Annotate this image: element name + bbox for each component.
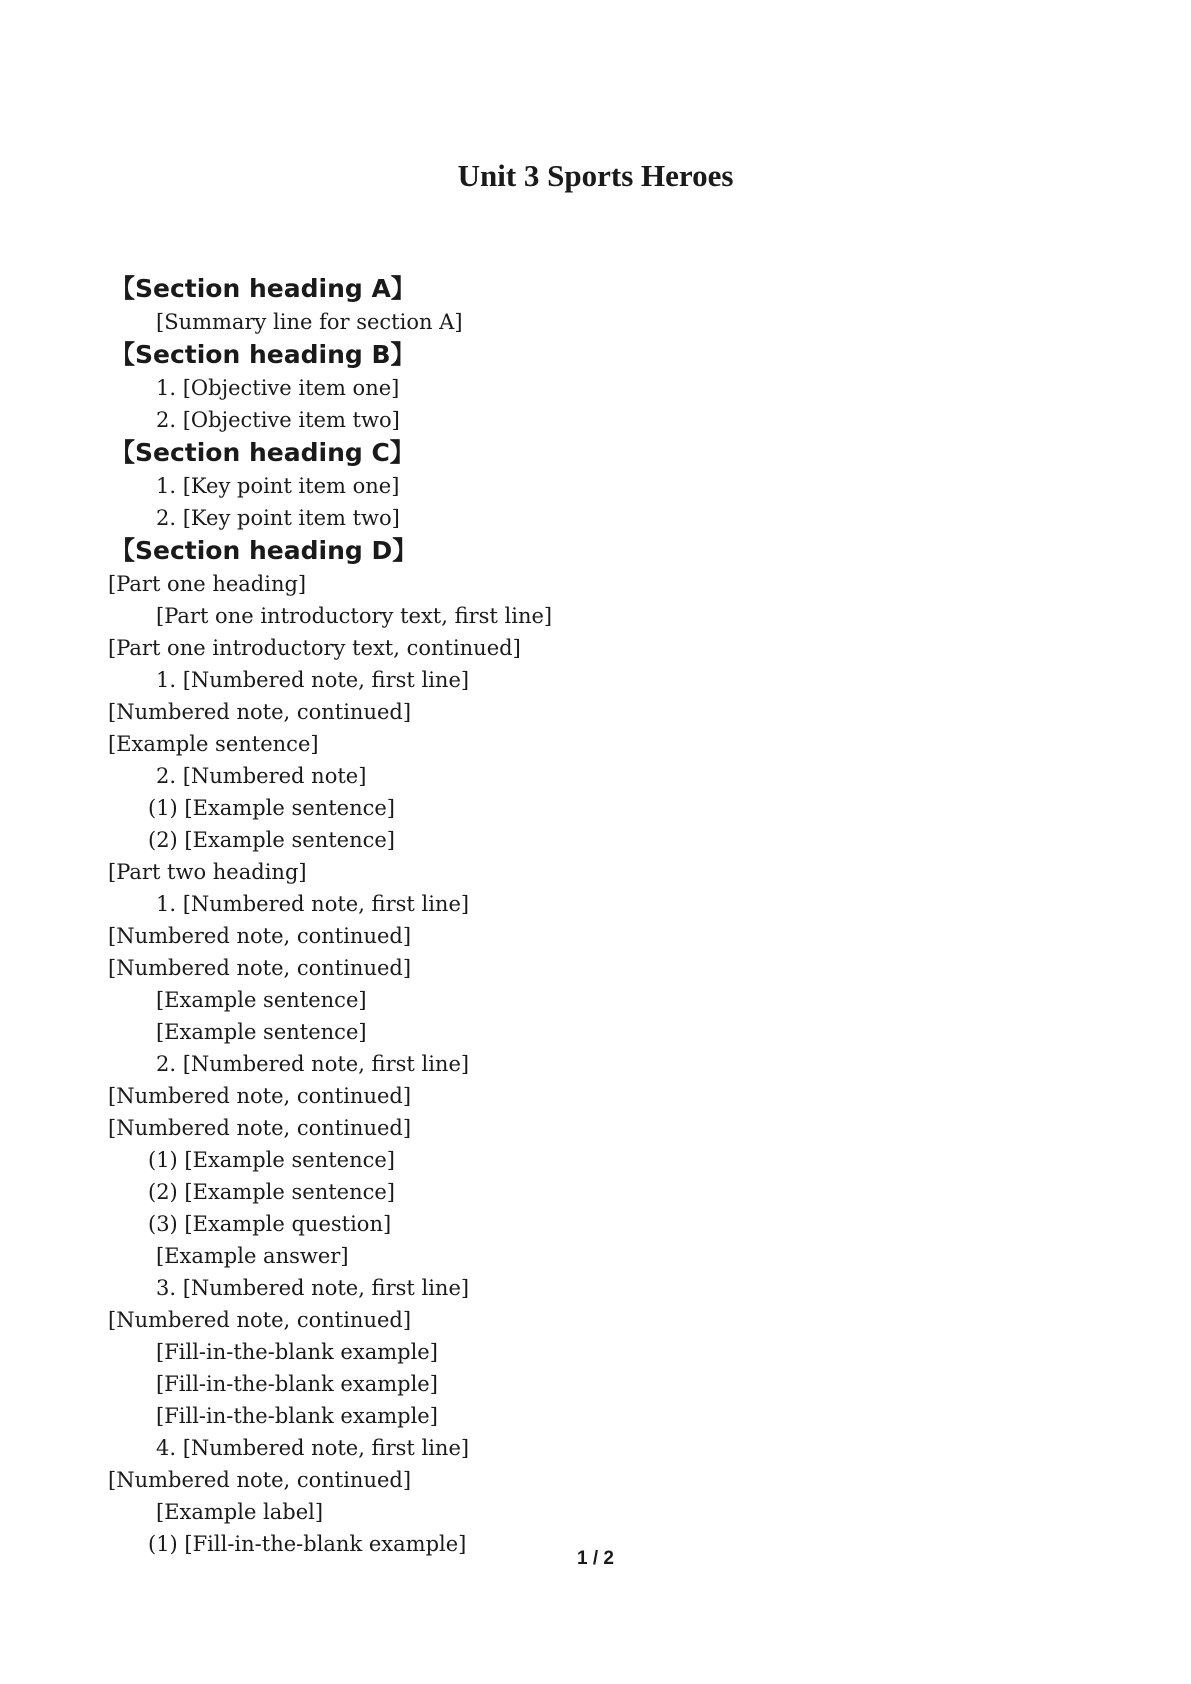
body-line: [Numbered note, continued] (108, 1116, 412, 1140)
section-heading-key-points: 【Section heading C】 (110, 438, 415, 467)
example-line: [Example sentence] (156, 988, 367, 1012)
example-line: (1) [Example sentence] (148, 1148, 395, 1172)
exercise-line: [Fill-in-the-blank example] (156, 1372, 438, 1396)
section-heading-objectives: 【Section heading B】 (110, 340, 416, 369)
exercise-line: [Fill-in-the-blank example] (156, 1340, 438, 1364)
body-line: 4. [Numbered note, first line] (156, 1436, 470, 1460)
key-point-line: 1. [Key point item one] (156, 474, 400, 498)
body-line: [Numbered note, continued] (108, 1468, 412, 1492)
objective-line: 1. [Objective item one] (156, 376, 400, 400)
document-title: Unit 3 Sports Heroes (457, 158, 734, 193)
example-line: (2) [Example sentence] (148, 828, 395, 852)
part-heading: [Part one heading] (108, 572, 307, 596)
content-line: [Summary line for section A] (156, 310, 463, 334)
body-line: [Numbered note, continued] (108, 1084, 412, 1108)
body-line: [Numbered note, continued] (108, 924, 412, 948)
body-line: [Part one introductory text, first line] (156, 604, 553, 628)
key-point-line: 2. [Key point item two] (156, 506, 400, 530)
example-line: (1) [Example sentence] (148, 796, 395, 820)
body-line: 1. [Numbered note, first line] (156, 668, 470, 692)
body-line: [Part one introductory text, continued] (108, 636, 521, 660)
body-line: 2. [Numbered note] (156, 764, 367, 788)
section-heading-content: 【Section heading A】 (110, 274, 416, 303)
example-line: [Example sentence] (108, 732, 319, 756)
example-line: (3) [Example question] (148, 1212, 392, 1236)
example-line: (2) [Example sentence] (148, 1180, 395, 1204)
document-body (108, 272, 1088, 1560)
exercise-line: [Fill-in-the-blank example] (156, 1404, 438, 1428)
section-heading-process: 【Section heading D】 (110, 536, 418, 565)
example-line: [Example answer] (156, 1244, 349, 1268)
page-number: 1 / 2 (577, 1548, 614, 1569)
body-line: 2. [Numbered note, first line] (156, 1052, 470, 1076)
part-heading: [Part two heading] (108, 860, 307, 884)
body-line: [Numbered note, continued] (108, 700, 412, 724)
objective-line: 2. [Objective item two] (156, 408, 400, 432)
exercise-line: (1) [Fill-in-the-blank example] (148, 1532, 467, 1556)
example-label: [Example label] (156, 1500, 324, 1524)
example-line: [Example sentence] (156, 1020, 367, 1044)
body-line: 3. [Numbered note, first line] (156, 1276, 470, 1300)
body-line: [Numbered note, continued] (108, 1308, 412, 1332)
body-line: [Numbered note, continued] (108, 956, 412, 980)
body-line: 1. [Numbered note, first line] (156, 892, 470, 916)
